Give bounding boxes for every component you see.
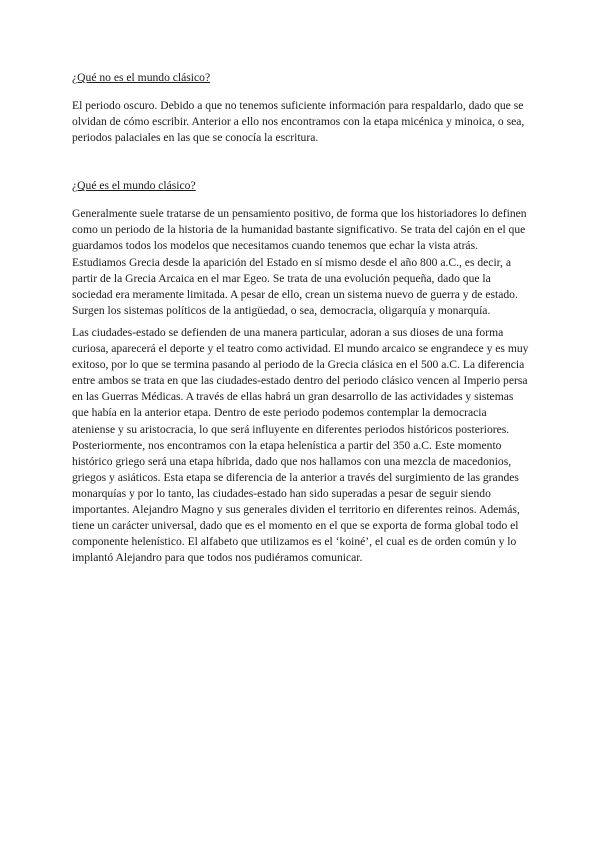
paragraph: Las ciudades-estado se defienden de una manera particular, adoran a sus dioses de una forma curiosa, aparecerá el deporte y el teatro como actividad. El mundo arcaico se engrandece y es muy exitoso, por lo que se termina pasando al periodo de la Grecia clásica en el 500 a.C. La diferencia entre ambos se trata en que las ciudades-estado dentro del periodo clásico vencen al Imperio persa en las Guerras Médicas. A través de ellas habrá un gran desarrollo de las actividades y sistemas que había en la anterior etapa. Dentro de este periodo podemos contemplar la democracia ateniense y su aristocracia, lo que será influyente en diferentes periodos históricos posteriores. Posteriormente, nos encontramos con la etapa helenística a partir del 350 a.C. Este momento histórico griego será una etapa híbrida, dado que nos hallamos con una mezcla de macedonios, griegos y asiáticos. Esta etapa se diferencia de la anterior a través del surgimiento de las grandes monarquías y por lo tanto, las ciudades-estado han sido superadas a pesar de seguir siendo importantes. Alejandro Magno y sus generales dividen el territorio en diferentes reinos. Además, tiene un carácter universal, dado que es el momento en el que se exporta de forma global todo el componente helenístico. El alfabeto que utilizamos es el ‘koiné’, el cual es de orden común y lo implantó Alejandro para que todos nos pudiéramos comunicar. [72, 325, 529, 565]
section-what-is-classical-world [72, 178, 532, 566]
section-heading: ¿Qué es el mundo clásico? [72, 179, 196, 193]
paragraph: Generalmente suele tratarse de un pensamiento positivo, de forma que los historiadores lo definen como un periodo de la historia de la humanidad bastante significativo. Se trata del cajón en el que guardamos todos los modelos que necesitamos cuando tenemos que echar la vista atrás. Estudiamos Grecia desde la aparición del Estado en sí mismo desde el año 800 a.C., es decir, a partir de la Grecia Arcaica en el mar Egeo. Se trata de una evolución pequeña, dado que la sociedad era meramente limitada. A pesar de ello, crean un sistema nuevo de guerra y de estado. Surgen los sistemas políticos de la antigüedad, o sea, democracia, oligarquía y monarquía. [72, 207, 527, 317]
paragraph: El periodo oscuro. Debido a que no tenemos suficiente información para respaldarlo, dado que se olvidan de cómo escribir. Anterior a ello nos encontramos con la etapa micénica y minoica, o sea, periodos palaciales en las que se conocía la escritura. [72, 99, 525, 145]
section-heading: ¿Qué no es el mundo clásico? [72, 71, 211, 84]
document-page [72, 70, 532, 566]
section-what-is-not-classical-world [72, 70, 532, 146]
